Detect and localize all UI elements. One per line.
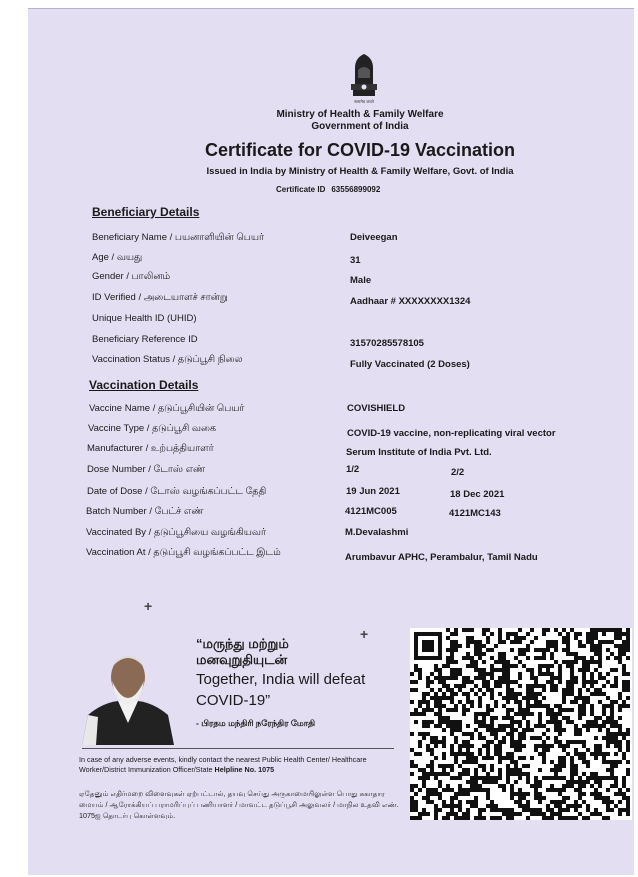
row-value: COVISHIELD <box>347 403 406 414</box>
quote-english-line2: COVID-19” <box>196 692 271 709</box>
row-value: 31570285578105 <box>350 338 424 349</box>
divider <box>82 748 394 749</box>
dose2-batch: 4121MC143 <box>449 508 501 519</box>
batch-number-row <box>0 506 638 520</box>
row-label: Vaccination Status / தடுப்பூசி நிலை <box>92 354 243 365</box>
vaccine-name-row <box>0 403 638 417</box>
national-emblem-icon <box>343 46 385 106</box>
row-value: M.Devalashmi <box>345 527 409 538</box>
row-label: Vaccination At / தடுப்பூசி வழங்கப்பட்ட இடம் <box>86 547 281 558</box>
dose-number-row <box>0 464 638 478</box>
vaccinated-by-row <box>0 527 638 541</box>
gender-row <box>0 271 638 285</box>
row-value: 31 <box>350 255 361 266</box>
dose2-value: 2/2 <box>451 467 465 478</box>
row-label: Date of Dose / டோஸ் வழங்கப்பட்ட தேதி <box>87 486 267 497</box>
row-label: Vaccinated By / தடுப்பூசியை வழங்கியவர் <box>86 527 266 538</box>
beneficiary-name-row <box>0 232 638 246</box>
helpline-number: Helpline No. 1075 <box>214 765 275 774</box>
reference-id-row <box>0 334 638 348</box>
date-of-dose-row <box>0 486 638 500</box>
plus-mark-icon: + <box>144 598 153 614</box>
certificate-title: Certificate for COVID-19 Vaccination <box>204 140 516 160</box>
portrait-photo <box>82 645 174 745</box>
ministry-name: Ministry of Health & Family Welfare <box>276 109 444 120</box>
row-label: Vaccine Name / தடுப்பூசியின் பெயர் <box>89 403 245 414</box>
qr-code <box>410 628 632 820</box>
ministry-heading <box>230 109 490 133</box>
helpline-text <box>79 755 399 775</box>
helpline-text-tamil: ஏதேனும் எதிர்மறை விளைவுகள் ஏற்பட்டால், தயவு செய்து அருகாமையிலுள்ள பொது சுகாதார மையம் / ஆரோக்கியப் பராமரிப்புப் பணியாளர் / மாவட்ட தடுப்பூசி அலுவலர் / மாநில உதவி எண். 1075ஐ தொடர்பு கொள்ளவும். <box>79 789 399 820</box>
certificate-subtitle: Issued in India by Ministry of Health & Family Welfare, Govt. of India <box>206 166 514 177</box>
quote-tamil-line2: மனவுறுதியுடன் <box>196 652 288 667</box>
row-label: Gender / பாலினம் <box>92 271 171 282</box>
dose2-date: 18 Dec 2021 <box>450 489 505 500</box>
dose1-value: 1/2 <box>346 464 360 475</box>
certificate-id-label: Certificate ID <box>276 185 326 194</box>
vaccination-at-row <box>0 547 638 561</box>
quote-english-line1: Together, India will defeat <box>196 671 366 688</box>
id-verified-row <box>0 292 638 306</box>
row-label: Vaccine Type / தடுப்பூசி வகை <box>88 423 217 434</box>
row-label: Unique Health ID (UHID) <box>92 313 197 324</box>
row-label: Dose Number / டோஸ் எண் <box>87 464 206 475</box>
row-label: Beneficiary Name / பயனாளியின் பெயர் <box>92 232 264 243</box>
vaccine-type-row <box>0 423 638 437</box>
row-value: COVID-19 vaccine, non-replicating viral vector <box>347 428 556 439</box>
government-name: Government of India <box>311 121 409 132</box>
beneficiary-heading: Beneficiary Details <box>92 205 200 219</box>
row-value: Aadhaar # XXXXXXXX1324 <box>350 296 471 307</box>
certificate-id-value: 63556899092 <box>331 185 381 194</box>
vaccination-status-row <box>0 354 638 368</box>
row-label: ID Verified / அடையாளச் சான்று <box>92 292 228 303</box>
row-label: Batch Number / பேட்ச் எண் <box>86 506 204 517</box>
row-value: Arumbavur APHC, Perambalur, Tamil Nadu <box>345 552 538 563</box>
quote-attribution: - பிரதம மந்திரி நரேந்திர மோதி <box>196 718 316 728</box>
certificate-id <box>276 185 380 194</box>
quote-tamil-line1: “மருந்து மற்றும் <box>196 636 289 651</box>
row-value: Fully Vaccinated (2 Doses) <box>350 359 470 370</box>
dose1-date: 19 Jun 2021 <box>346 486 400 497</box>
emblem-motto: सत्यमेव जयते <box>354 99 374 104</box>
vaccination-heading: Vaccination Details <box>89 378 199 392</box>
age-row <box>0 252 638 266</box>
uhid-row <box>0 313 638 327</box>
helpline-message: In case of any adverse events, kindly contact the nearest Public Health Center/ Healthcare Worker/District Immunization Officer/State <box>79 755 367 774</box>
row-value: Male <box>350 275 372 286</box>
row-label: Manufacturer / உற்பத்தியாளர் <box>87 443 214 454</box>
dose1-batch: 4121MC005 <box>345 506 397 517</box>
pm-quote <box>196 636 386 730</box>
plus-mark-icon: + <box>360 626 369 642</box>
row-value: Deiveegan <box>350 232 398 243</box>
row-label: Beneficiary Reference ID <box>92 334 198 345</box>
row-value: Serum Institute of India Pvt. Ltd. <box>346 447 492 458</box>
manufacturer-row <box>0 443 638 457</box>
row-label: Age / வயது <box>92 252 143 263</box>
